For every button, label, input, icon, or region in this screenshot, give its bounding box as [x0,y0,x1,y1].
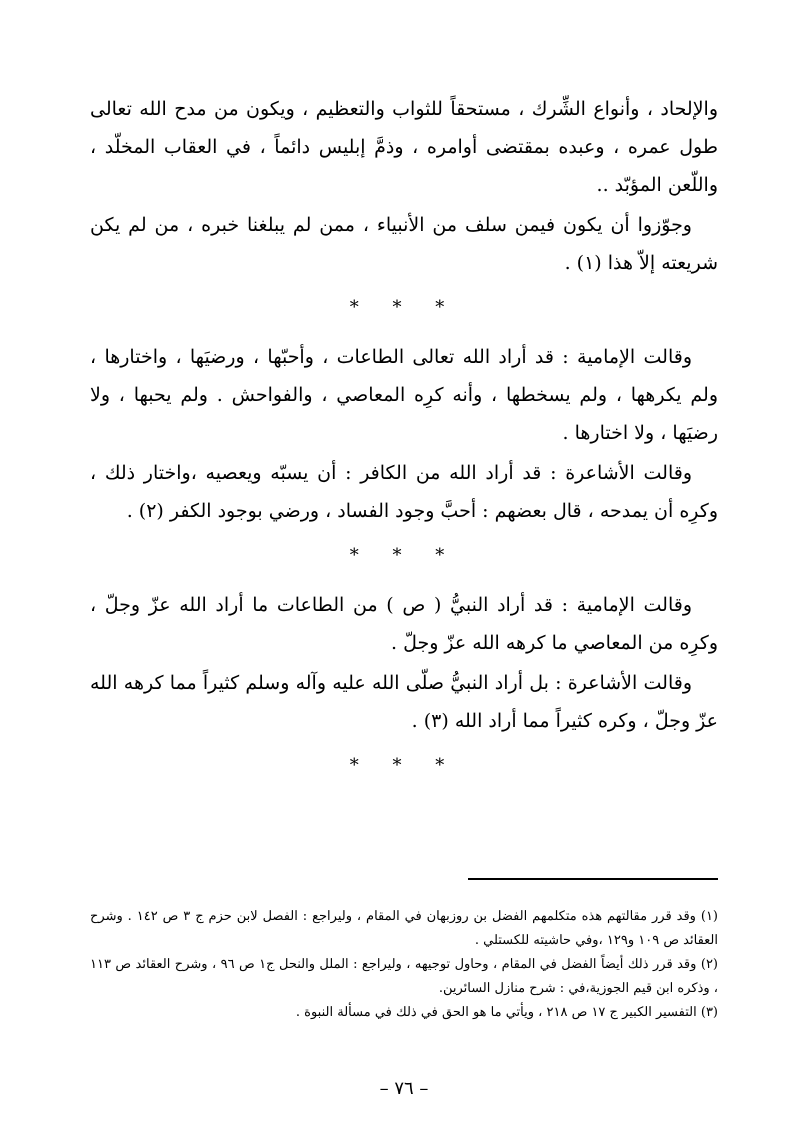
footnote: (٢) وقد قرر ذلك أيضاً الفضل في المقام ، وحاول توجيهه ، وليراجع : الملل والنحل ج١ ص ٩٦ ، وشرح العقائد ص ١١٣ ، وذكره ابن قيم الجوزية،في : شرح منازل السائرين. [90,957,718,996]
paragraph: وجوّزوا أن يكون فيمن سلف من الأنبياء ، ممن لم يبلغنا خبره ، من لم يكن شريعته إلاّ هذا (١) . [90,214,718,274]
paragraph: والإلحاد ، وأنواع الشِّرك ، مستحقاً للثواب والتعظيم ، ويكون من مدح الله تعالى طول عمره ، وعبده بمقتضى أوامره ، وذمَّ إبليس دائماً ، في العقاب المخلّد ، واللّعن المؤبّد .. [90,98,718,196]
paragraph: وقالت الإمامية : قد أراد النبيُّ ( ص ) من الطاعات ما أراد الله عزّ وجلّ ، وكرِه من المعاصي ما كرهه الله عزّ وجلّ . [90,594,718,654]
footnote: (١) وقد قرر مقالتهم هذه متكلمهم الفضل بن روزبهان في المقام ، وليراجع : الفصل لابن حزم ج ٣ ص ١٤٢ . وشرح العقائد ص ١٠٩ و١٢٩ ،وفي حاشيته للكستلي . [90,909,718,948]
section-separator: * * * [349,297,459,318]
page-body [90,90,718,796]
footnote: (٣) التفسير الكبير ج ١٧ ص ٢١٨ ، ويأتي ما هو الحق في ذلك في مسألة النبوة . [295,1005,718,1020]
paragraph: وقالت الإمامية : قد أراد الله تعالى الطاعات ، وأحبّها ، ورضيَها ، واختارها ، ولم يكرهها ، ولم يسخطها ، وأنه كرِه المعاصي ، والفواحش . ولم يحبها ، ولا رضيَها ، ولا اختارها . [90,346,718,444]
page-number: – ٧٦ – [379,1078,429,1099]
footnotes [90,905,718,1025]
footnote-divider [468,878,718,880]
section-separator: * * * [349,755,459,776]
paragraph: وقالت الأشاعرة : بل أراد النبيُّ صلّى الله عليه وآله وسلم كثيراً مما كرهه الله عزّ وجلّ ، وكره كثيراً مما أراد الله (٣) . [90,672,718,732]
section-separator: * * * [349,545,459,566]
paragraph: وقالت الأشاعرة : قد أراد الله من الكافر : أن يسبّه ويعصيه ،واختار ذلك ، وكرِه أن يمدحه ، قال بعضهم : أحبَّ وجود الفساد ، ورضي بوجود الكفر (٢) . [90,462,718,522]
